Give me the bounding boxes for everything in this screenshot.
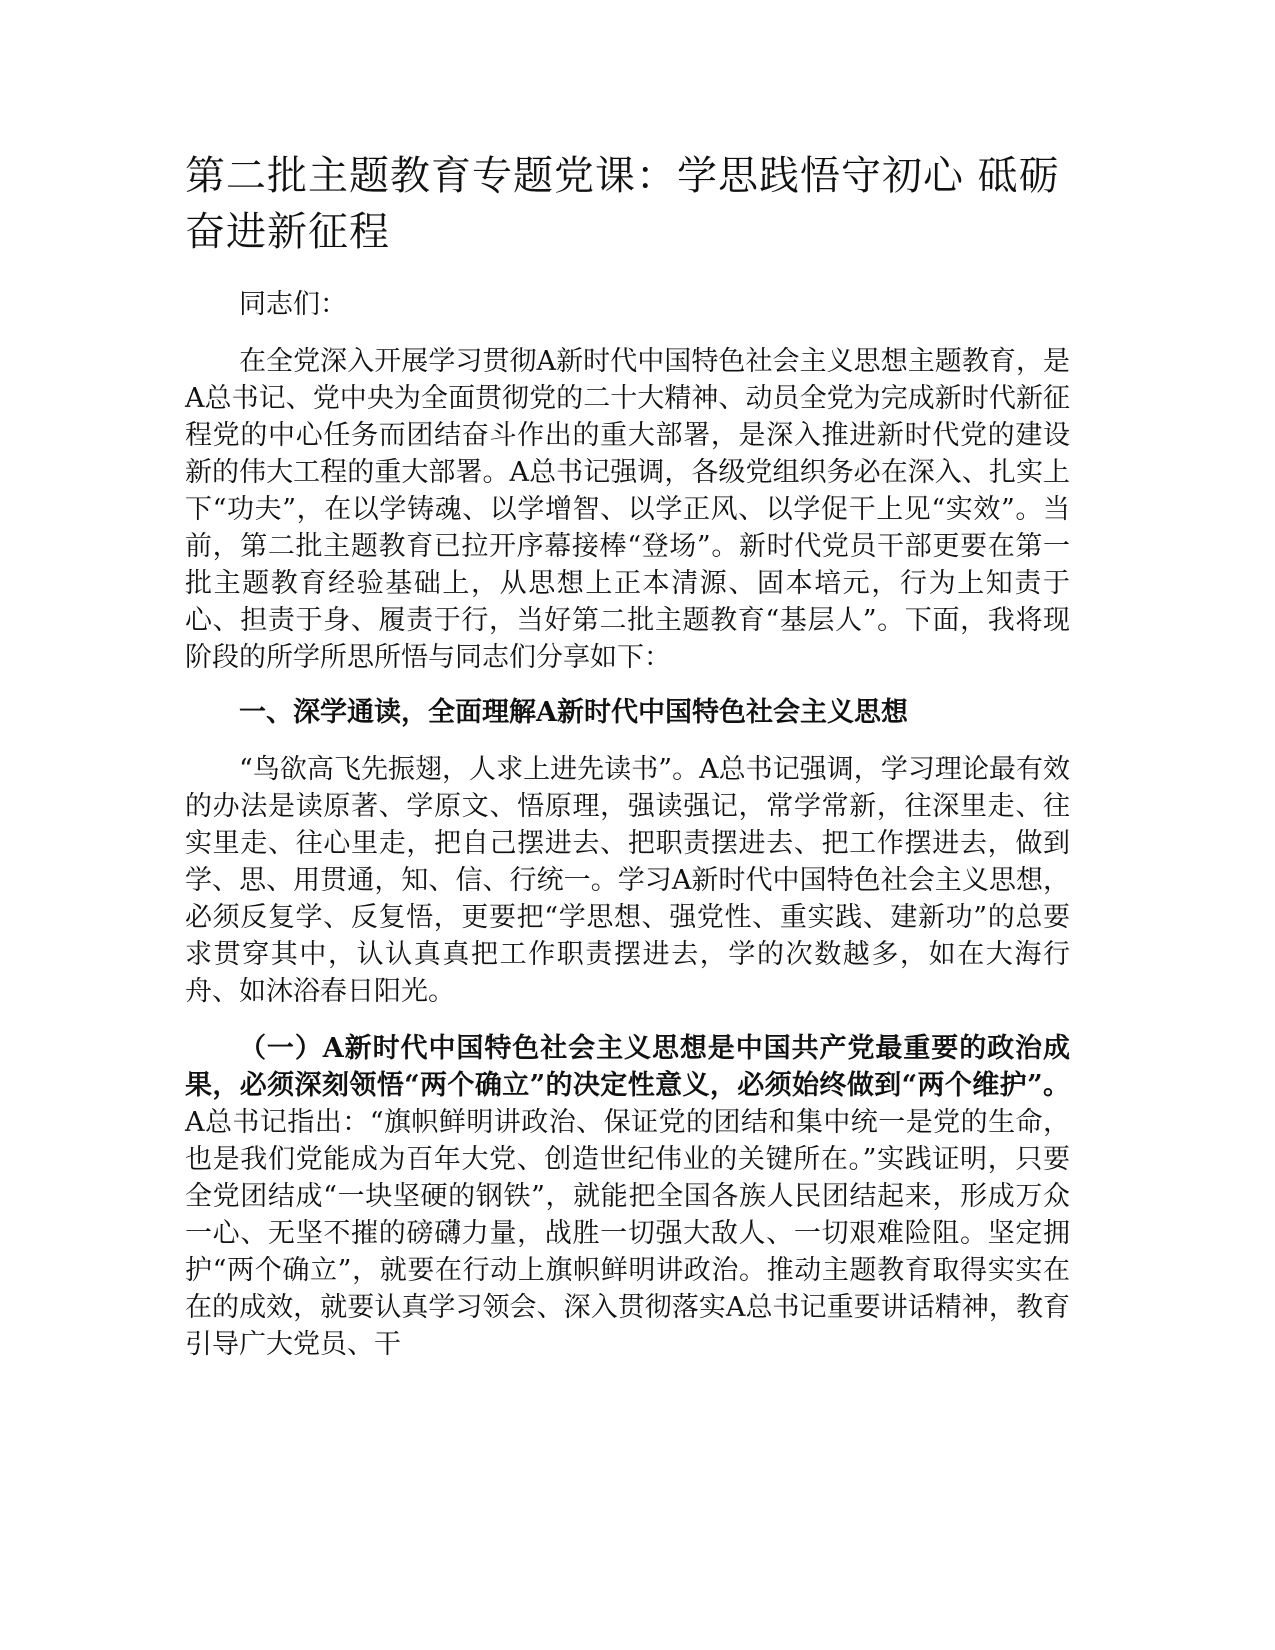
document-page	[185, 148, 1070, 1363]
section-1-paragraph: “鸟欲高飞先振翅，人求上进先读书”。A总书记强调，学习理论最有效的办法是读原著、学原文、悟原理，强读强记，常学常新，往深里走、往实里走、往心里走，把自己摆进去、把职责摆进去、把工作摆进去，做到学、思、用贯通，知、信、行统一。学习A新时代中国特色社会主义思想，必须反复学、反复悟，更要把“学思想、强党性、重实践、建新功”的总要求贯穿其中，认认真真把工作职责摆进去，学的次数越多，如在大海行舟、如沐浴春日阳光。	[185, 754, 1070, 1007]
section-heading-1: 一、深学通读，全面理解A新时代中国特色社会主义思想	[239, 697, 908, 728]
intro-paragraph: 在全党深入开展学习贯彻A新时代中国特色社会主义思想主题教育，是A总书记、党中央为全面贯彻党的二十大精神、动员全党为完成新时代新征程党的中心任务而团结奋斗作出的重大部署，是深入推进新时代党的建设新的伟大工程的重大部署。A总书记强调，各级党组织务必在深入、扎实上下“功夫”，在以学铸魂、以学增智、以学正风、以学促干上见“实效”。当前，第二批主题教育已拉开序幕接棒“登场”。新时代党员干部更要在第一批主题教育经验基础上，从思想上正本清源、固本培元，行为上知责于心、担责于身、履责于行，当好第二批主题教育“基层人”。下面，我将现阶段的所学所思所悟与同志们分享如下：	[185, 346, 1070, 673]
subsection-1-paragraph	[185, 1030, 1070, 1363]
salutation: 同志们：	[239, 289, 347, 320]
document-title: 第二批主题教育专题党课：学思践悟守初心 砥砺奋进新征程	[185, 153, 1060, 255]
subsection-1-lead: （一）A新时代中国特色社会主义思想是中国共产党最重要的政治成果，必须深刻领悟“两个确立”的决定性意义，必须始终做到“两个维护”。	[185, 1033, 1070, 1101]
subsection-1-body: A总书记指出：“旗帜鲜明讲政治、保证党的团结和集中统一是党的生命，也是我们党能成为百年大党、创造世纪伟业的关键所在。”实践证明，只要全党团结成“一块坚硬的钢铁”，就能把全国各族人民团结起来，形成万众一心、无坚不摧的磅礴力量，战胜一切强大敌人、一切艰难险阻。坚定拥护“两个确立”，就要在行动上旗帜鲜明讲政治。推动主题教育取得实实在在的成效，就要认真学习领会、深入贯彻落实A总书记重要讲话精神，教育引导广大党员、干	[185, 1107, 1070, 1360]
